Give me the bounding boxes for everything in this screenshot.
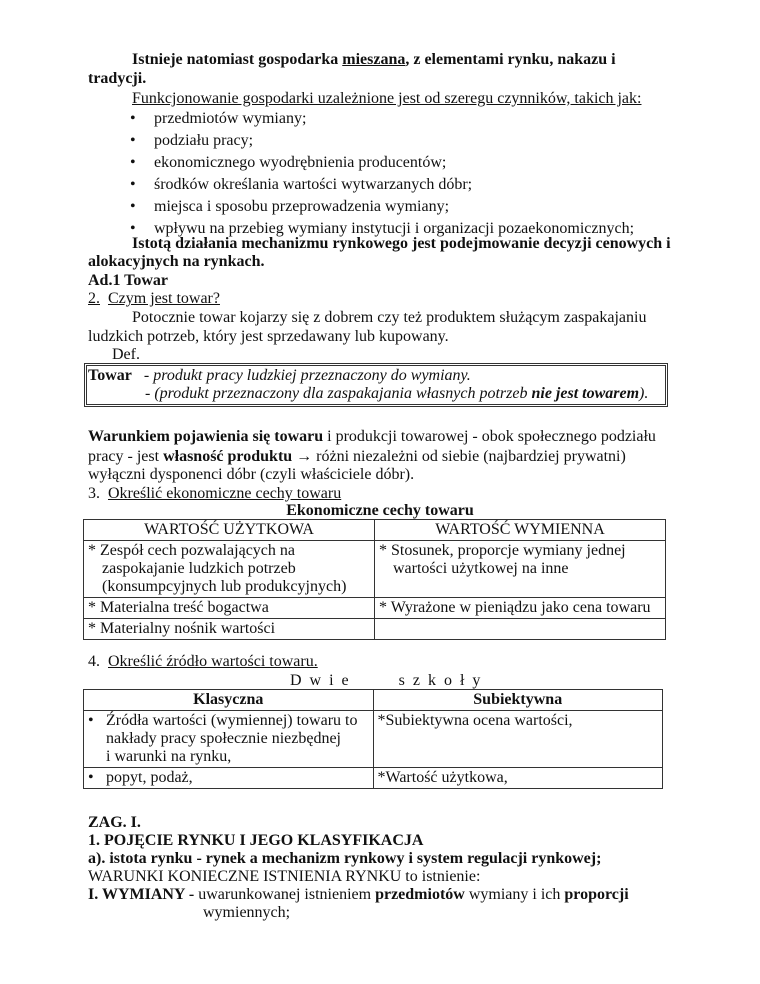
bullet-icon: • xyxy=(130,176,136,193)
text: Źródła wartości (wymiennej) towaru to xyxy=(106,712,358,729)
table-title: D w i e s z k o ł y xyxy=(290,672,483,689)
text: 2. xyxy=(88,290,100,307)
text: własność produktu xyxy=(163,448,293,465)
text: mieszana xyxy=(342,51,406,68)
text: pracy - jest xyxy=(88,448,164,465)
text: - (produkt przeznaczony dla zaspakajania własnych potrzeb xyxy=(145,385,532,402)
text: nakłady pracy społecznie niezbędnej xyxy=(106,730,341,747)
table-title: Ekonomiczne cechy towaru xyxy=(286,502,474,519)
text-line xyxy=(88,447,626,466)
text: wyłączni dysponenci dóbr (czyli właściciele dóbr). xyxy=(88,466,415,483)
cell xyxy=(84,768,374,789)
definition-line-2 xyxy=(145,384,648,403)
header-cell: Subiektywna xyxy=(373,690,663,711)
table-row xyxy=(84,541,666,598)
table-row xyxy=(84,598,666,619)
text: przedmiotów wymiany; xyxy=(154,110,307,127)
text: przedmiotów xyxy=(375,886,465,903)
table-header-row xyxy=(84,690,663,711)
text: podziału pracy; xyxy=(154,132,254,149)
bullet-icon: • xyxy=(130,110,136,127)
text: ekonomicznego wyodrębnienia producentów; xyxy=(154,154,447,171)
cell xyxy=(375,541,666,598)
bullet-icon: • xyxy=(130,132,136,149)
text: Potocznie towar kojarzy się z dobrem czy też produktem służącym zaspakajaniu xyxy=(132,309,647,326)
paragraph-exchange xyxy=(88,885,629,904)
definition-line-1 xyxy=(88,366,471,385)
header-cell: Klasyczna xyxy=(84,690,374,711)
text: popyt, podaż, xyxy=(106,769,193,786)
header-cell: WARTOŚĆ WYMIENNA xyxy=(375,520,666,541)
table-header-row xyxy=(84,520,666,541)
table-row xyxy=(84,619,666,640)
text: proporcji xyxy=(564,886,629,903)
question-4 xyxy=(88,652,318,671)
list-item xyxy=(130,197,449,216)
text: wymiany i ich xyxy=(464,886,565,903)
economic-features-table xyxy=(83,519,666,640)
text: wartości użytkowej na inne xyxy=(393,560,569,577)
text: Istotą działania mechanizmu rynkowego jest podejmowanie decyzji cenowych i xyxy=(132,235,671,252)
list-item xyxy=(130,153,446,172)
text: Istnieje natomiast gospodarka xyxy=(132,51,343,68)
factors-intro: Funkcjonowanie gospodarki uzależnione jest od szeregu czynników, takich jak: xyxy=(132,90,642,107)
text: Warunkiem pojawienia się towaru xyxy=(88,428,324,445)
text: 3. xyxy=(88,485,100,502)
table-row xyxy=(84,711,663,768)
text: zaspokajanie ludzkich potrzeb xyxy=(102,560,296,577)
cell: * Materialny nośnik wartości xyxy=(84,619,375,640)
cell xyxy=(84,711,374,768)
text: → różni niezależni od siebie (najbardziej prywatni) xyxy=(292,448,626,465)
list-item xyxy=(130,109,306,128)
cell xyxy=(84,541,375,598)
cell: *Wartość użytkowa, xyxy=(373,768,663,789)
text: uwarunkowanej istnieniem xyxy=(198,886,376,903)
text: I. WYMIANY - xyxy=(88,886,199,903)
section-heading: 1. POJĘCIE RYNKU I JEGO KLASYFIKACJA xyxy=(88,832,424,849)
text: Określić ekonomiczne cechy towaru xyxy=(108,485,342,502)
value-schools-table xyxy=(83,689,663,789)
text: Towar xyxy=(88,367,132,384)
text: Def. xyxy=(112,346,140,363)
text: Czym jest towar? xyxy=(108,290,220,307)
text: , z elementami rynku, nakazu i xyxy=(405,51,616,68)
section-heading: Ad.1 Towar xyxy=(88,272,169,289)
text: nie jest towarem xyxy=(531,385,640,402)
bullet-icon: • xyxy=(130,220,136,237)
text: WARUNKI KONIECZNE ISTNIENIA RYNKU to istnienie: xyxy=(88,868,481,885)
table-row xyxy=(84,768,663,789)
header-cell: WARTOŚĆ UŻYTKOWA xyxy=(84,520,375,541)
text: * Stosunek, proporcje wymiany jednej xyxy=(379,542,626,559)
cell xyxy=(375,619,666,640)
text: miejsca i sposobu przeprowadzenia wymiany; xyxy=(154,198,450,215)
text: Określić źródło wartości towaru. xyxy=(108,653,318,670)
text: i produkcji towarowej - obok społecznego podziału xyxy=(323,428,656,445)
question-2 xyxy=(88,289,220,308)
text: ). xyxy=(639,385,649,402)
paragraph-mixed-economy xyxy=(132,50,616,69)
list-item xyxy=(130,175,472,194)
cell: *Subiektywna ocena wartości, xyxy=(373,711,663,768)
text: wymiennych; xyxy=(203,904,291,921)
bullet-icon: • xyxy=(130,154,136,171)
text: (konsumpcyjnych lub produkcyjnych) xyxy=(102,578,347,595)
text: 4. xyxy=(88,653,100,670)
list-item xyxy=(130,131,253,150)
text: tradycji. xyxy=(88,70,147,87)
text: ludzkich potrzeb, który jest sprzedawany lub kupowany. xyxy=(88,328,449,345)
cell: * Materialna treść bogactwa xyxy=(84,598,375,619)
text: wpływu na przebieg wymiany instytucji i organizacji pozaekonomicznych; xyxy=(154,220,635,237)
text: alokacyjnych na rynkach. xyxy=(88,253,265,270)
text: i warunki na rynku, xyxy=(106,748,232,765)
bullet-icon: • xyxy=(88,769,94,786)
bullet-icon: • xyxy=(88,712,94,729)
text: środków określania wartości wytwarzanych dóbr; xyxy=(154,176,473,193)
cell: * Wyrażone w pieniądzu jako cena towaru xyxy=(375,598,666,619)
paragraph-conditions xyxy=(88,427,656,446)
chapter-heading: ZAG. I. xyxy=(88,814,141,831)
subsection-heading: a). istota rynku - rynek a mechanizm rynkowy i system regulacji rynkowej; xyxy=(88,850,602,867)
text: * Zespół cech pozwalających na xyxy=(88,542,296,559)
text: - produkt pracy ludzkiej przeznaczony do wymiany. xyxy=(139,367,471,384)
bullet-icon: • xyxy=(130,198,136,215)
